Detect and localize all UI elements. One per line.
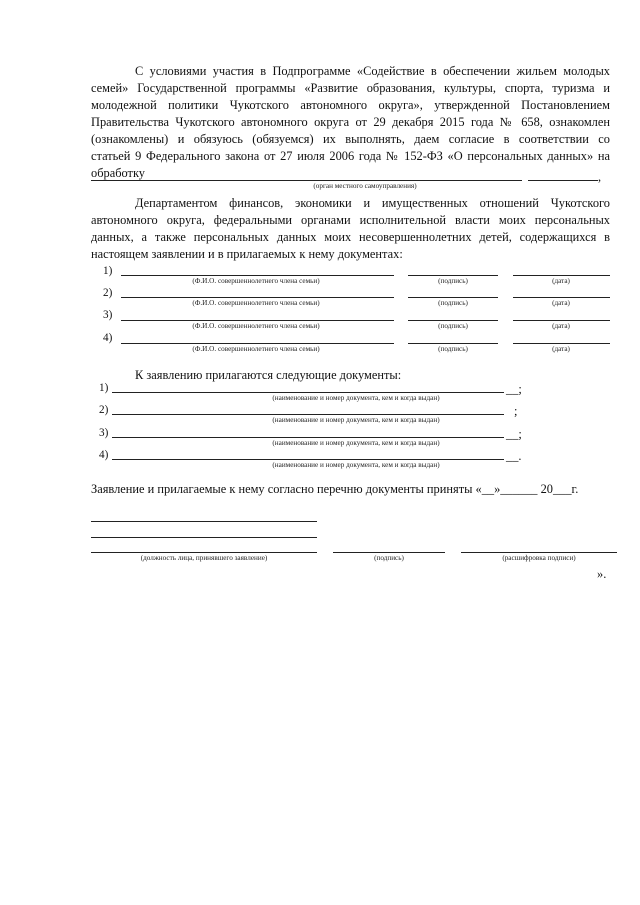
accepting-officer-signature-caption: (подпись)	[374, 554, 404, 562]
family-member-signature-field[interactable]	[408, 275, 498, 276]
family-member-number: 1)	[103, 265, 113, 277]
family-member-signature-caption: (подпись)	[438, 322, 468, 330]
family-member-date-caption: (дата)	[552, 345, 570, 353]
organ-line-comma: ,	[598, 170, 602, 184]
document-field[interactable]	[112, 437, 504, 438]
document-caption: (наименование и номер документа, кем и когда выдан)	[272, 416, 440, 424]
consent-paragraph	[91, 63, 610, 182]
family-member-name-field[interactable]	[121, 320, 394, 321]
family-member-signature-caption: (подпись)	[438, 345, 468, 353]
family-member-date-field[interactable]	[513, 297, 610, 298]
family-member-number: 3)	[103, 309, 113, 321]
family-member-signature-field[interactable]	[408, 297, 498, 298]
accepted-statement: Заявление и прилагаемые к нему согласно перечню документы приняты «__»______ 20___г.	[91, 482, 579, 496]
family-member-number: 2)	[103, 287, 113, 299]
family-member-date-caption: (дата)	[552, 299, 570, 307]
family-member-name-field[interactable]	[121, 297, 394, 298]
accepting-officer-decode-caption: (расшифровка подписи)	[502, 554, 576, 562]
organ-name-caption: (орган местного самоуправления)	[313, 182, 417, 190]
document-suffix: ;	[514, 404, 518, 418]
accepting-officer-position-field[interactable]	[91, 552, 317, 553]
department-paragraph	[91, 195, 610, 263]
document-number: 2)	[99, 404, 109, 416]
consent-line: семей» Государственной программы «Развитие образования, культуры, спорта, туризма и	[91, 81, 610, 95]
family-member-signature-field[interactable]	[408, 320, 498, 321]
document-caption: (наименование и номер документа, кем и когда выдан)	[272, 394, 440, 402]
family-member-number: 4)	[103, 332, 113, 344]
document-field[interactable]	[112, 459, 504, 460]
accepting-officer-signature-field[interactable]	[333, 552, 445, 553]
consent-line: Правительства Чукотского автономного округа от 29 декабря 2015 года № 658, ознакомлен	[91, 115, 610, 129]
organ-name-field[interactable]	[91, 180, 522, 181]
family-member-name-caption: (Ф.И.О. совершеннолетнего члена семьи)	[192, 345, 320, 353]
document-caption: (наименование и номер документа, кем и когда выдан)	[272, 439, 440, 447]
accepting-officer-decode-field[interactable]	[461, 552, 617, 553]
consent-line: (ознакомлены) и обязуюсь (обязуемся) их выполнять, даем согласие в соответствии со	[91, 132, 610, 146]
family-member-date-caption: (дата)	[552, 322, 570, 330]
organ-name-field-extra[interactable]	[528, 180, 598, 181]
family-member-name-field[interactable]	[121, 275, 394, 276]
accepting-officer-position-caption: (должность лица, принявшего заявление)	[140, 554, 268, 562]
closing-mark: ».	[597, 567, 607, 581]
family-member-date-caption: (дата)	[552, 277, 570, 285]
department-line: настоящем заявлении и в прилагаемых к нему документах:	[91, 247, 403, 261]
family-member-signature-caption: (подпись)	[438, 299, 468, 307]
family-member-date-field[interactable]	[513, 275, 610, 276]
department-line: Департаментом финансов, экономики и имущественных отношений Чукотского	[135, 196, 610, 210]
document-suffix: __.	[506, 449, 522, 463]
document-number: 3)	[99, 427, 109, 439]
document-caption: (наименование и номер документа, кем и когда выдан)	[272, 461, 440, 469]
consent-line: статьей 9 Федерального закона от 27 июля 2006 года № 152-ФЗ «О персональных данных» на	[91, 149, 610, 163]
family-member-date-field[interactable]	[513, 343, 610, 344]
family-member-name-field[interactable]	[121, 343, 394, 344]
consent-line: С условиями участия в Подпрограмме «Содействие в обеспечении жильем молодых	[135, 64, 610, 78]
documents-heading: К заявлению прилагаются следующие документы:	[135, 368, 402, 382]
document-suffix: __;	[506, 382, 522, 396]
document-number: 1)	[99, 382, 109, 394]
department-line: данных, а также персональных данных моих несовершеннолетних детей, содержащихся в	[91, 230, 610, 244]
family-member-name-caption: (Ф.И.О. совершеннолетнего члена семьи)	[192, 322, 320, 330]
family-member-signature-caption: (подпись)	[438, 277, 468, 285]
document-field[interactable]	[112, 392, 504, 393]
family-member-name-caption: (Ф.И.О. совершеннолетнего члена семьи)	[192, 299, 320, 307]
accepting-officer-field-2[interactable]	[91, 537, 317, 538]
document-number: 4)	[99, 449, 109, 461]
document-suffix: __;	[506, 427, 522, 441]
family-member-signature-field[interactable]	[408, 343, 498, 344]
accepting-officer-field-1[interactable]	[91, 521, 317, 522]
family-member-name-caption: (Ф.И.О. совершеннолетнего члена семьи)	[192, 277, 320, 285]
consent-line: обработку	[91, 166, 145, 180]
consent-line: молодежной политики Чукотского автономного округа», утвержденной Постановлением	[91, 98, 610, 112]
department-line: автономного округа, федеральными органами исполнительной власти моих персональных	[91, 213, 610, 227]
family-member-date-field[interactable]	[513, 320, 610, 321]
document-field[interactable]	[112, 414, 504, 415]
